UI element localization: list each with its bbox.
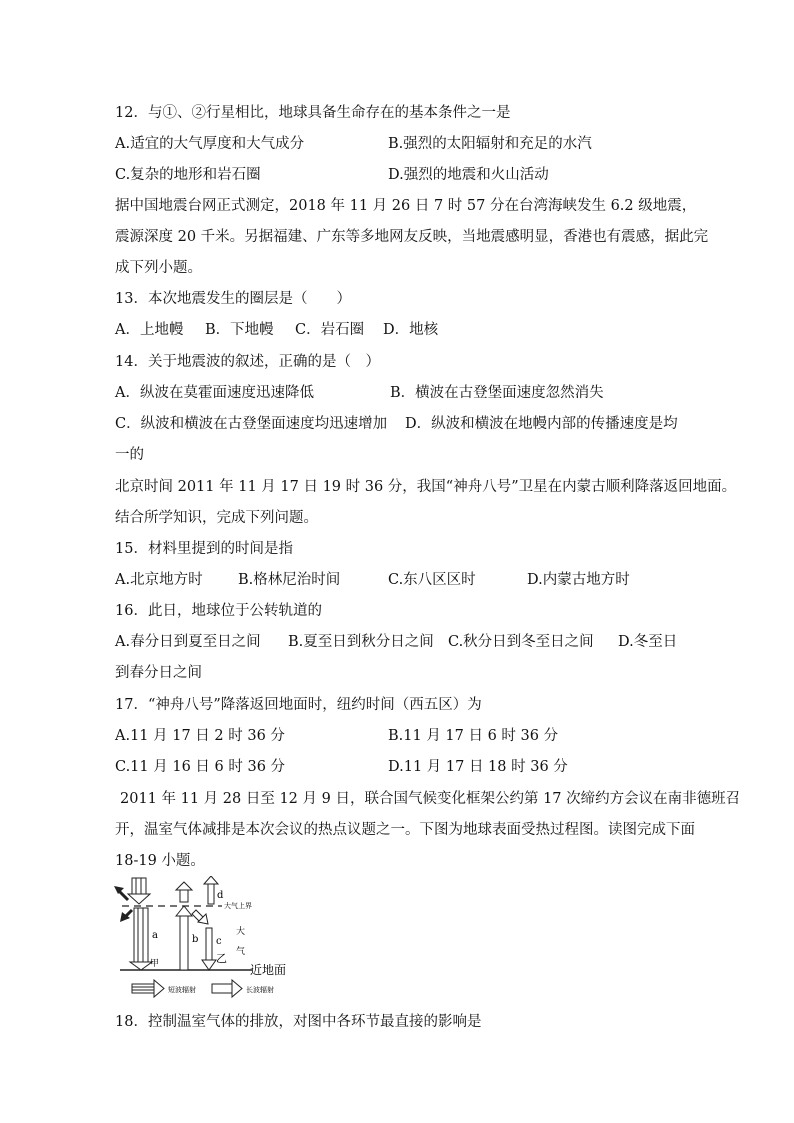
q17-stem: 17．“神舟八号”降落返回地面时，纽约时间（西五区）为 xyxy=(115,697,482,713)
legend-long-wave-label: 长波辐射 xyxy=(246,986,274,994)
q14-option-b: B．横波在古登堡面速度忽然消失 xyxy=(390,385,604,401)
label-d: d xyxy=(217,890,224,901)
passage3-line1: 2011 年 11 月 28 日至 12 月 9 日，联合国气候变化框架公约第 17 次缔约方会议在南非德班召 xyxy=(120,791,741,807)
incoming-solar-arrow xyxy=(128,878,150,904)
q12-option-a: A.适宜的大气厚度和大气成分 xyxy=(115,136,305,152)
q16-option-d: D.冬至日 xyxy=(618,634,678,650)
label-a: a xyxy=(152,930,158,941)
arrow-b xyxy=(176,906,192,970)
q18-stem: 18．控制温室气体的排放，对图中各环节最直接的影响是 xyxy=(115,1014,482,1030)
q16-option-d-cont: 到春分日之间 xyxy=(115,665,202,681)
heating-process-figure xyxy=(112,876,302,1000)
q15-option-b: B.格林尼治时间 xyxy=(238,572,341,588)
q12-option-d: D.强烈的地震和火山活动 xyxy=(388,167,549,183)
q17-option-b: B.11 月 17 日 6 时 36 分 xyxy=(388,728,559,744)
legend-long-wave xyxy=(212,980,242,997)
arrow-d xyxy=(204,876,218,904)
scattered-arrow-down xyxy=(120,910,132,922)
atmosphere-diagonal-arrow xyxy=(192,910,208,924)
q16-option-a: A.春分日到夏至日之间 xyxy=(115,634,261,650)
q13-stem: 13．本次地震发生的圈层是（ ） xyxy=(115,291,351,307)
q16-option-c: C.秋分日到冬至日之间 xyxy=(448,634,594,650)
passage3-line2: 开，温室气体减排是本次会议的热点议题之一。下图为地球表面受热过程图。读图完成下面 xyxy=(115,822,695,838)
heating-process-diagram xyxy=(112,876,302,1000)
ground-label: 近地面 xyxy=(250,963,287,977)
q15-option-d: D.内蒙古地方时 xyxy=(527,572,630,588)
label-jia: 甲 xyxy=(150,959,160,969)
q17-option-c: C.11 月 16 日 6 时 36 分 xyxy=(115,759,286,775)
q16-option-b: B.夏至日到秋分日之间 xyxy=(288,634,434,650)
passage2-line1: 北京时间 2011 年 11 月 17 日 19 时 36 分，我国“神舟八号”卫星在内蒙古顺利降落返回地面。 xyxy=(115,479,737,495)
q12-stem: 12．与①、②行星相比，地球具备生命存在的基本条件之一是 xyxy=(115,105,511,121)
legend-short-wave-label: 短波辐射 xyxy=(168,986,196,994)
q12-option-c: C.复杂的地形和岩石圈 xyxy=(115,167,261,183)
passage1-line2: 震源深度 20 千米。另据福建、广东等多地网友反映，当地震感明显，香港也有震感，据此完 xyxy=(115,229,709,245)
q14-option-d: D．纵波和横波在地幔内部的传播速度是均 xyxy=(405,416,678,432)
label-yi: 乙 xyxy=(216,952,227,965)
q15-stem: 15．材料里提到的时间是指 xyxy=(115,541,293,557)
atmosphere-label-2: 气 xyxy=(236,947,246,957)
q14-option-c: C．纵波和横波在古登堡面速度均迅速增加 xyxy=(115,416,388,432)
legend-short-wave xyxy=(132,980,164,997)
q17-option-a: A.11 月 17 日 2 时 36 分 xyxy=(115,728,285,744)
passage1-line1: 据中国地震台网正式测定，2018 年 11 月 26 日 7 时 57 分在台湾海峡发生 6.2 级地震， xyxy=(115,198,697,214)
q15-option-a: A.北京地方时 xyxy=(115,572,203,588)
atmosphere-label-1: 大 xyxy=(236,927,246,937)
q14-stem: 14．关于地震波的叙述，正确的是（ ） xyxy=(115,354,380,370)
q13-option-a: A．上地幔 xyxy=(115,322,184,338)
passage2-line2: 结合所学知识，完成下列问题。 xyxy=(115,510,318,526)
label-c: c xyxy=(216,936,222,947)
q14-option-a: A．纵波在莫霍面速度迅速降低 xyxy=(115,385,314,401)
passage1-line3: 成下列小题。 xyxy=(115,260,202,276)
q13-option-c: C．岩石圈 xyxy=(295,322,365,338)
q15-option-c: C.东八区区时 xyxy=(388,572,476,588)
q13-option-b: B．下地幔 xyxy=(205,322,274,338)
q13-option-d: D．地核 xyxy=(383,322,439,338)
passage3-line3: 18-19 小题。 xyxy=(115,853,205,869)
arrow-c xyxy=(202,928,216,970)
q16-stem: 16．此日，地球位于公转轨道的 xyxy=(115,603,322,619)
q12-option-b: B.强烈的太阳辐射和充足的水汽 xyxy=(388,136,592,152)
q17-option-d: D.11 月 17 日 18 时 36 分 xyxy=(388,759,568,775)
q14-option-d-cont: 一的 xyxy=(115,447,144,463)
escape-arrow-small xyxy=(176,882,192,902)
atmosphere-top-label: 大气上界 xyxy=(224,902,252,910)
arrow-a xyxy=(130,908,152,970)
label-b: b xyxy=(192,934,199,945)
reflected-arrow-up xyxy=(114,886,128,900)
